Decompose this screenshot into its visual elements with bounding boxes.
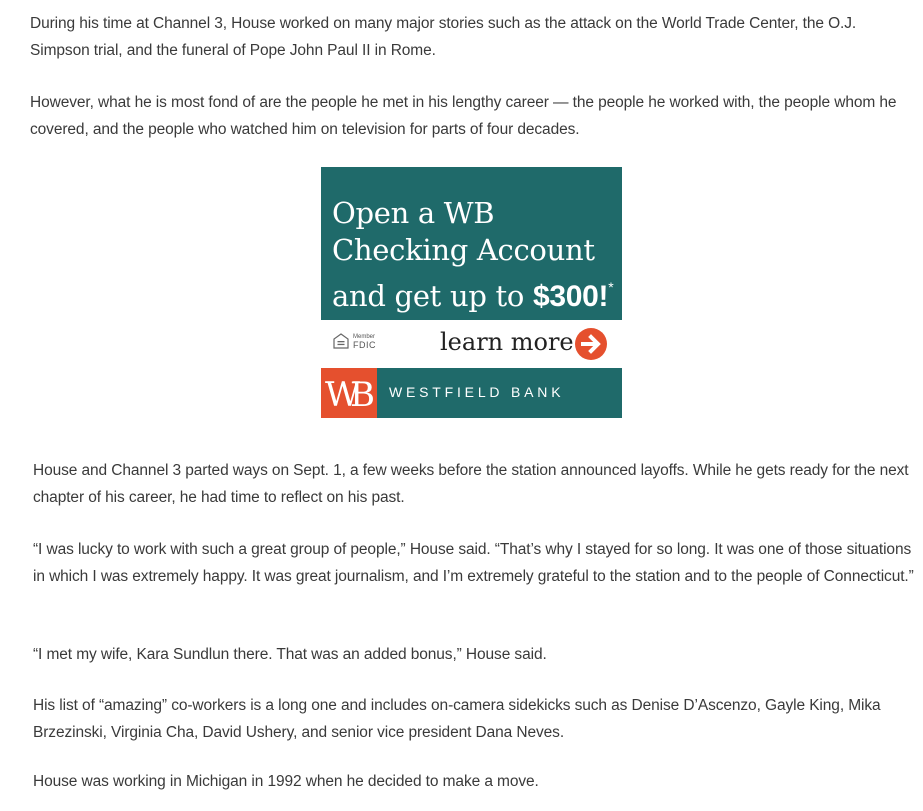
article-paragraph: His list of “amazing” co-workers is a long one and includes on-camera sidekicks such as Denise D’Ascenzo, Gayle King, Mika Brzezinski, Virginia Cha, David Ushery, and senior vice president Dana Neves. [33, 697, 881, 741]
ad-headline-line [332, 269, 617, 315]
wb-logo-mark [321, 368, 377, 418]
article-paragraph: “I met my wife, Kara Sundlun there. That was an added bonus,” House said. [33, 646, 547, 663]
fdic-badge [333, 333, 376, 349]
article-paragraph: However, what he is most fond of are the people he met in his lengthy career — the people he worked with, the people whom he covered, and the people who watched him on television for parts of four decades. [30, 94, 897, 138]
ad-headline-line: Open a WB [332, 196, 495, 230]
ad-headline-prefix: and get up to [332, 279, 533, 313]
ad-headline-panel[interactable] [321, 167, 622, 320]
wb-logo-text: WB [325, 375, 365, 415]
arrow-right-circle-icon[interactable] [575, 328, 607, 360]
wb-logo [321, 368, 377, 418]
article-paragraph: House was working in Michigan in 1992 when he decided to make a move. [33, 773, 539, 790]
ad-amount: $300! [532, 280, 609, 313]
ad-headline[interactable] [332, 195, 617, 315]
article-paragraph: “I was lucky to work with such a great group of people,” House said. “That’s why I stayed for so long. It was one of those situations in which I was extremely happy. It was great journalism, and I’m extremely grateful to the station and to the people of Connecticut.” [33, 541, 914, 585]
ad-asterisk: * [608, 279, 614, 295]
ad-brand-bar[interactable] [321, 368, 622, 418]
article-paragraph: During his time at Channel 3, House worked on many major stories such as the attack on the World Trade Center, the O.J. Simpson trial, and the funeral of Pope John Paul II in Rome. [30, 15, 857, 59]
bank-name: WESTFIELD BANK [389, 384, 565, 400]
equal-housing-icon [333, 333, 349, 349]
article-paragraph: House and Channel 3 parted ways on Sept. 1, a few weeks before the station announced layoffs. While he gets ready for the next chapter of his career, he had time to reflect on his past. [33, 462, 909, 506]
westfield-bank-ad[interactable] [321, 167, 622, 418]
learn-more-link[interactable]: learn more [440, 328, 574, 356]
ad-cta-bar[interactable] [321, 320, 622, 368]
fdic-member-text: Member [353, 334, 376, 340]
fdic-name-text: FDIC [353, 340, 376, 350]
ad-headline-line: Checking Account [332, 233, 595, 267]
fdic-label [353, 333, 376, 349]
